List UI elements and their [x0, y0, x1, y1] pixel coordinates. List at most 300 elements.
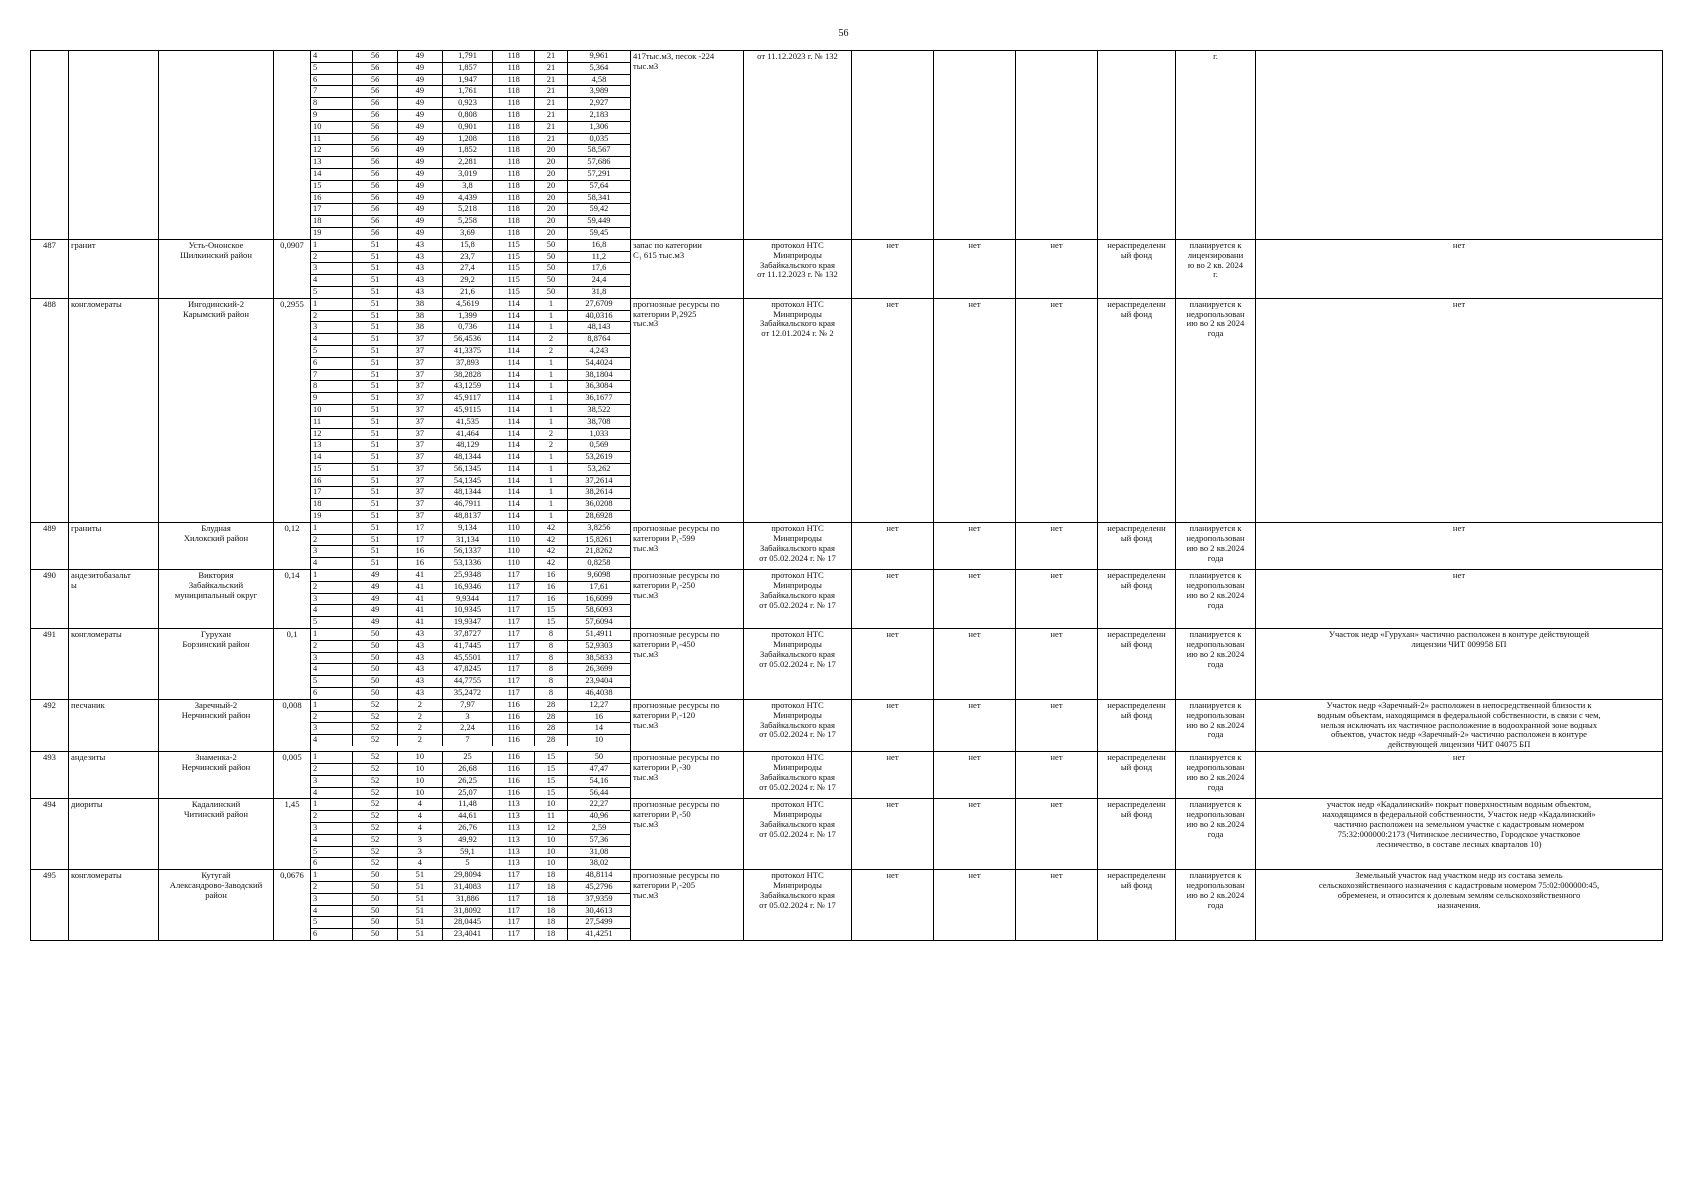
coordinate-value: 15	[535, 752, 568, 763]
coordinate-value: 57,291	[567, 168, 630, 180]
coordinate-point-row	[311, 145, 630, 157]
coordinate-value: 6	[311, 929, 353, 940]
coordinate-value: 4	[311, 51, 353, 62]
coordinate-value: 49	[397, 62, 442, 74]
coordinate-point-row	[311, 640, 630, 652]
coordinate-value: 21	[535, 51, 568, 62]
coordinate-value: 1	[311, 700, 353, 711]
resources-estimate: прогнозные ресурсы по категории Р₁-250 тыс.м3	[631, 570, 744, 629]
coordinate-value: 50	[535, 263, 568, 275]
coordinate-value: 116	[493, 700, 535, 711]
coordinate-value: 51	[353, 487, 398, 499]
coordinate-value: 48,8137	[442, 511, 493, 522]
mineral-type: андезитобазальт ы	[69, 570, 159, 629]
coordinate-value: 59,449	[567, 216, 630, 228]
coordinate-value: 40,96	[567, 811, 630, 823]
coordinate-value: 38	[397, 310, 442, 322]
coordinate-value: 27,6709	[567, 299, 630, 310]
coordinate-value: 2,281	[442, 157, 493, 169]
approval-protocol: от 11.12.2023 г. № 132	[744, 51, 852, 240]
coordinate-value: 11,2	[567, 251, 630, 263]
coordinate-value: 0,035	[567, 133, 630, 145]
coordinate-point-row	[311, 369, 630, 381]
coordinate-value: 51	[353, 345, 398, 357]
coordinate-value: 35,2472	[442, 688, 493, 699]
coordinate-value: 118	[493, 227, 535, 238]
coordinate-value: 2,927	[567, 98, 630, 110]
site-number: 493	[31, 752, 69, 799]
coordinate-value: 16	[535, 581, 568, 593]
coordinate-value: 51	[353, 357, 398, 369]
coordinate-value: 50	[353, 664, 398, 676]
coordinate-value: 4	[311, 664, 353, 676]
coordinate-value: 0,923	[442, 98, 493, 110]
coordinate-point-row	[311, 858, 630, 869]
site-number: 487	[31, 239, 69, 298]
coordinate-value: 41	[397, 570, 442, 581]
coordinate-value: 52	[353, 723, 398, 735]
coordinate-value: 1	[535, 499, 568, 511]
fund-status: нераспределенн ый фонд	[1098, 752, 1176, 799]
coordinate-value: 43,1259	[442, 381, 493, 393]
coordinate-value: 10	[311, 121, 353, 133]
coordinate-value: 51	[353, 299, 398, 310]
coordinate-value: 52	[353, 799, 398, 810]
coordinate-point-row	[311, 499, 630, 511]
register-row	[31, 51, 1663, 240]
restriction-1: нет	[852, 870, 934, 941]
coordinate-value: 21	[535, 74, 568, 86]
coordinate-value: 38	[397, 322, 442, 334]
coordinate-value: 116	[493, 723, 535, 735]
coordinate-value: 3,8	[442, 180, 493, 192]
coordinate-value: 1	[535, 511, 568, 522]
coordinate-value: 8	[311, 381, 353, 393]
site-note: Участок недр «Гурухан» частично расположен в контуре действующей лицензии ЧИТ 009958 БП	[1256, 629, 1663, 700]
mineral-type: конгломераты	[69, 870, 159, 941]
coordinate-value: 51	[353, 546, 398, 558]
coordinate-value: 49,92	[442, 834, 493, 846]
coordinate-value: 31,886	[442, 893, 493, 905]
coordinate-value: 56,44	[589, 787, 609, 797]
coordinate-value: 57,64	[567, 180, 630, 192]
coordinate-value: 118	[493, 109, 535, 121]
coordinate-value: 43	[397, 275, 442, 287]
coordinate-value: 37	[397, 511, 442, 522]
site-area: 0,0676	[274, 870, 311, 941]
site-area: 0,12	[274, 522, 311, 569]
site-number: 495	[31, 870, 69, 941]
coordinate-value: 49	[397, 180, 442, 192]
coordinate-value: 117	[493, 929, 535, 940]
register-row	[31, 629, 1663, 700]
coordinate-value: 115	[493, 275, 535, 287]
coordinate-value: 118	[493, 121, 535, 133]
coordinate-point-row	[311, 452, 630, 464]
coordinate-value: 1	[535, 357, 568, 369]
coordinate-value: 1,208	[442, 133, 493, 145]
coordinate-value: 48,1344	[442, 452, 493, 464]
coordinate-point-row	[311, 168, 630, 180]
coordinate-value: 52	[353, 752, 398, 763]
coordinate-value: 110	[493, 534, 535, 546]
resources-estimate: 417тыс.м3, песок -224 тыс.м3	[631, 51, 744, 240]
coordinate-point-row	[311, 381, 630, 393]
register-table-container	[30, 50, 1662, 941]
coordinate-value: 10	[535, 799, 568, 810]
site-note: нет	[1256, 752, 1663, 799]
coordinate-point-row	[311, 629, 630, 640]
coordinate-value: 37	[397, 334, 442, 346]
coordinate-value: 110	[493, 558, 535, 569]
coordinates-cell	[311, 522, 631, 569]
coordinate-value: 23,4041	[442, 929, 493, 940]
coordinate-value: 56	[353, 51, 398, 62]
coordinate-value: 4	[311, 735, 353, 746]
coordinate-value: 115	[493, 240, 535, 251]
coordinate-value: 10	[397, 775, 442, 787]
coordinate-value: 118	[493, 98, 535, 110]
coordinate-value: 1	[535, 416, 568, 428]
coordinate-value: 0,569	[567, 440, 630, 452]
coordinates-table	[311, 570, 630, 628]
coordinate-value: 3,019	[442, 168, 493, 180]
coordinate-point-row	[311, 192, 630, 204]
coordinate-value: 117	[493, 617, 535, 628]
coordinate-value: 5	[311, 62, 353, 74]
coordinate-value: 15	[311, 180, 353, 192]
coordinate-value: 56,4536	[442, 334, 493, 346]
coordinate-point-row	[311, 334, 630, 346]
coordinate-value: 8,8764	[567, 334, 630, 346]
site-area: 1,45	[274, 799, 311, 870]
coordinate-value: 117	[493, 664, 535, 676]
restriction-1: нет	[852, 752, 934, 799]
coordinate-point-row	[311, 723, 630, 735]
coordinate-value: 49	[397, 157, 442, 169]
coordinate-value: 47,47	[567, 764, 630, 776]
coordinate-value: 7	[311, 86, 353, 98]
restriction-1: нет	[852, 629, 934, 700]
coordinate-point-row	[311, 74, 630, 86]
coordinate-value: 1	[535, 369, 568, 381]
coordinate-value: 114	[493, 381, 535, 393]
coordinate-point-row	[311, 929, 630, 940]
site-number: 488	[31, 298, 69, 522]
restriction-2	[934, 51, 1016, 240]
coordinate-value: 45,5501	[442, 652, 493, 664]
coordinate-value: 12,27	[567, 700, 630, 711]
coordinate-value: 43	[397, 664, 442, 676]
coordinate-value: 115	[493, 251, 535, 263]
coordinate-value: 2	[535, 428, 568, 440]
coordinate-point-row	[311, 893, 630, 905]
coordinate-point-row	[311, 558, 630, 569]
coordinate-value: 6	[311, 357, 353, 369]
coordinate-value: 50	[353, 905, 398, 917]
coordinate-point-row	[311, 523, 630, 534]
coordinate-value: 1,399	[442, 310, 493, 322]
coordinate-point-row	[311, 310, 630, 322]
site-number	[31, 51, 69, 240]
coordinate-value: 16	[535, 570, 568, 581]
coordinate-point-row	[311, 357, 630, 369]
coordinate-value: 12	[311, 145, 353, 157]
coordinate-value: 3,69	[442, 227, 493, 238]
restriction-3	[1016, 51, 1098, 240]
mineral-type: диориты	[69, 799, 159, 870]
coordinate-value: 1	[311, 570, 353, 581]
coordinate-value: 4	[397, 822, 442, 834]
coordinate-value: 38,2828	[442, 369, 493, 381]
coordinate-value: 49	[397, 227, 442, 238]
coordinate-value: 58,567	[567, 145, 630, 157]
coordinate-value: 3	[397, 846, 442, 858]
coordinate-value: 116	[493, 735, 535, 746]
coordinate-value: 37,893	[442, 357, 493, 369]
site-area: 0,1	[274, 629, 311, 700]
coordinate-value: 49	[397, 86, 442, 98]
register-row	[31, 870, 1663, 941]
mineral-type	[69, 51, 159, 240]
site-name: Ингодинский-2 Карымский район	[159, 298, 274, 522]
coordinate-value: 37	[397, 440, 442, 452]
coordinate-value: 43	[397, 263, 442, 275]
coordinate-value: 114	[493, 299, 535, 310]
restriction-2: нет	[934, 298, 1016, 522]
coordinate-value: 50	[353, 917, 398, 929]
coordinate-value: 21	[535, 86, 568, 98]
coordinate-value: 0,901	[442, 121, 493, 133]
coordinate-point-row	[311, 275, 630, 287]
coordinate-value: 19	[311, 511, 353, 522]
coordinate-value: 11	[311, 133, 353, 145]
coordinate-value: 56	[353, 145, 398, 157]
coordinate-point-row	[311, 180, 630, 192]
coordinate-value: 37	[397, 475, 442, 487]
coordinate-value: 36,3084	[567, 381, 630, 393]
coordinate-value: 43	[397, 652, 442, 664]
restriction-3: нет	[1016, 239, 1098, 298]
coordinate-value: 7,97	[442, 700, 493, 711]
coordinate-value: 114	[493, 463, 535, 475]
coordinate-value: 49	[397, 51, 442, 62]
coordinate-point-row	[311, 511, 630, 522]
coordinate-value: 51	[353, 463, 398, 475]
coordinate-value: 4	[397, 858, 442, 869]
coordinate-value: 117	[493, 870, 535, 881]
coordinate-value: 51	[353, 440, 398, 452]
coordinate-value: 43	[397, 640, 442, 652]
restriction-1: нет	[852, 799, 934, 870]
coordinate-point-row	[311, 822, 630, 834]
coordinate-value: 31,4083	[442, 881, 493, 893]
coordinate-value: 18	[535, 917, 568, 929]
coordinate-value: 51	[353, 428, 398, 440]
coordinate-value: 51	[397, 870, 442, 881]
coordinate-value: 51	[353, 452, 398, 464]
coordinate-value: 41,535	[442, 416, 493, 428]
coordinate-point-row	[311, 51, 630, 62]
coordinate-value: 118	[493, 133, 535, 145]
coordinates-table	[311, 870, 630, 940]
coordinate-value: 4,243	[567, 345, 630, 357]
coordinate-value: 57,6094	[585, 617, 613, 627]
restriction-2: нет	[934, 629, 1016, 700]
coordinate-value: 21	[535, 121, 568, 133]
site-number: 494	[31, 799, 69, 870]
resources-estimate: прогнозные ресурсы по категории Р₁-599 тыс.м3	[631, 522, 744, 569]
coordinate-value: 2,183	[567, 109, 630, 121]
coordinate-value: 28	[535, 700, 568, 711]
restriction-1: нет	[852, 570, 934, 629]
coordinate-value: 1	[535, 463, 568, 475]
coordinate-value: 118	[493, 216, 535, 228]
coordinate-value: 56	[353, 121, 398, 133]
coordinate-value: 28,0445	[442, 917, 493, 929]
coordinate-value: 51	[353, 310, 398, 322]
site-area: 0,008	[274, 699, 311, 751]
coordinate-point-row	[311, 98, 630, 110]
coordinate-value: 16,9346	[442, 581, 493, 593]
coordinate-value: 2	[397, 735, 442, 746]
coordinate-value: 49	[397, 74, 442, 86]
restriction-2: нет	[934, 799, 1016, 870]
coordinate-value: 41	[397, 593, 442, 605]
coordinate-value: 3,8256	[567, 523, 630, 534]
coordinate-value: 21	[535, 109, 568, 121]
site-note: нет	[1256, 570, 1663, 629]
site-note: участок недр «Кадалинский» покрыт поверхностным водным объектом, находящимся в федеральной собственности, Участок недр «Кадалинский» частично расположен на земельном участке с кадастровым номером 75:32:000000:2173 (Читинское лесничество, Городское участковое лесничество, в составе лесных кварталов 10)	[1256, 799, 1663, 870]
coordinate-value: 50	[535, 251, 568, 263]
licensing-plan: планируется к лицензировани ю во 2 кв. 2024 г.	[1176, 239, 1256, 298]
coordinate-point-row	[311, 216, 630, 228]
coordinate-value: 56	[353, 180, 398, 192]
coordinate-value: 20	[535, 192, 568, 204]
coordinate-value: 21,8262	[567, 546, 630, 558]
coordinate-value: 49	[397, 121, 442, 133]
licensing-plan: планируется к недропользован ию во 2 кв.2024 года	[1176, 870, 1256, 941]
coordinate-value: 3	[311, 263, 353, 275]
coordinate-value: 43	[397, 676, 442, 688]
coordinate-value: 17	[397, 523, 442, 534]
coordinate-value: 43	[397, 240, 442, 251]
coordinate-point-row	[311, 799, 630, 810]
coordinate-value: 4,439	[442, 192, 493, 204]
coordinate-value: 118	[493, 74, 535, 86]
coordinate-value: 51	[353, 369, 398, 381]
coordinate-value: 51,4911	[567, 629, 630, 640]
resources-estimate: запас по категории С₁ 615 тыс.м3	[631, 239, 744, 298]
site-name: Усть-Ононское Шилкинский район	[159, 239, 274, 298]
coordinate-value: 1	[311, 240, 353, 251]
restriction-1: нет	[852, 522, 934, 569]
coordinate-value: 53,1336	[442, 558, 493, 569]
coordinate-point-row	[311, 62, 630, 74]
coordinate-value: 51	[353, 286, 398, 297]
coordinate-value: 51	[353, 263, 398, 275]
site-number: 489	[31, 522, 69, 569]
coordinate-value: 1,033	[567, 428, 630, 440]
coordinate-value: 50	[535, 286, 568, 297]
coordinate-value: 51	[353, 322, 398, 334]
coordinate-value: 53,262	[567, 463, 630, 475]
coordinate-value: 26,76	[442, 822, 493, 834]
coordinate-value: 26,68	[442, 764, 493, 776]
coordinate-value: 51	[353, 393, 398, 405]
coordinate-value: 8	[311, 98, 353, 110]
coordinate-value: 44,61	[442, 811, 493, 823]
coordinate-point-row	[311, 157, 630, 169]
coordinate-value: 36,1677	[567, 393, 630, 405]
coordinate-value: 57,36	[567, 834, 630, 846]
coordinate-value: 43	[397, 251, 442, 263]
coordinate-value: 29,2	[442, 275, 493, 287]
coordinate-value: 2	[311, 881, 353, 893]
site-name: Виктория Забайкальский муниципальный округ	[159, 570, 274, 629]
coordinate-value: 6	[311, 858, 353, 869]
coordinate-value: 20	[535, 145, 568, 157]
coordinate-value: 5	[311, 676, 353, 688]
coordinate-value: 113	[493, 822, 535, 834]
coordinate-value: 2	[311, 251, 353, 263]
coordinate-value: 18	[535, 905, 568, 917]
coordinate-value: 17,61	[567, 581, 630, 593]
coordinate-value: 2	[311, 534, 353, 546]
coordinate-value: 5,218	[442, 204, 493, 216]
coordinate-point-row	[311, 534, 630, 546]
coordinate-value: 24,4	[567, 275, 630, 287]
coordinate-value: 2	[311, 581, 353, 593]
coordinate-value: 10	[594, 735, 604, 745]
coordinate-value: 5,364	[567, 62, 630, 74]
site-note: нет	[1256, 522, 1663, 569]
coordinate-value: 5	[311, 617, 353, 628]
coordinate-value: 10	[535, 834, 568, 846]
coordinate-value: 4	[397, 799, 442, 810]
coordinate-value: 25,07	[442, 787, 493, 798]
coordinate-value: 52	[353, 811, 398, 823]
site-number: 492	[31, 699, 69, 751]
site-name: Блудная Хилокский район	[159, 522, 274, 569]
coordinate-value: 117	[493, 605, 535, 617]
coordinate-point-row	[311, 322, 630, 334]
coordinate-value: 15	[535, 605, 568, 617]
coordinate-value: 114	[493, 322, 535, 334]
coordinate-value: 49	[397, 204, 442, 216]
coordinate-value: 3	[311, 652, 353, 664]
coordinate-value: 56	[353, 168, 398, 180]
coordinate-value: 114	[493, 369, 535, 381]
coordinate-point-row	[311, 286, 630, 297]
coordinate-value: 15	[535, 775, 568, 787]
coordinate-value: 15,8	[442, 240, 493, 251]
coordinate-value: 52	[353, 858, 398, 869]
coordinate-value: 110	[493, 523, 535, 534]
coordinate-value: 114	[493, 440, 535, 452]
coordinate-value: 117	[493, 652, 535, 664]
coordinate-value: 3	[311, 546, 353, 558]
coordinate-value: 38,1804	[567, 369, 630, 381]
coordinate-value: 5	[311, 917, 353, 929]
coordinate-value: 31,8	[591, 286, 607, 296]
coordinate-value: 37	[397, 463, 442, 475]
coordinates-cell	[311, 51, 631, 240]
coordinate-point-row	[311, 752, 630, 763]
coordinate-value: 59,45	[589, 227, 609, 237]
register-row	[31, 239, 1663, 298]
coordinate-point-row	[311, 299, 630, 310]
